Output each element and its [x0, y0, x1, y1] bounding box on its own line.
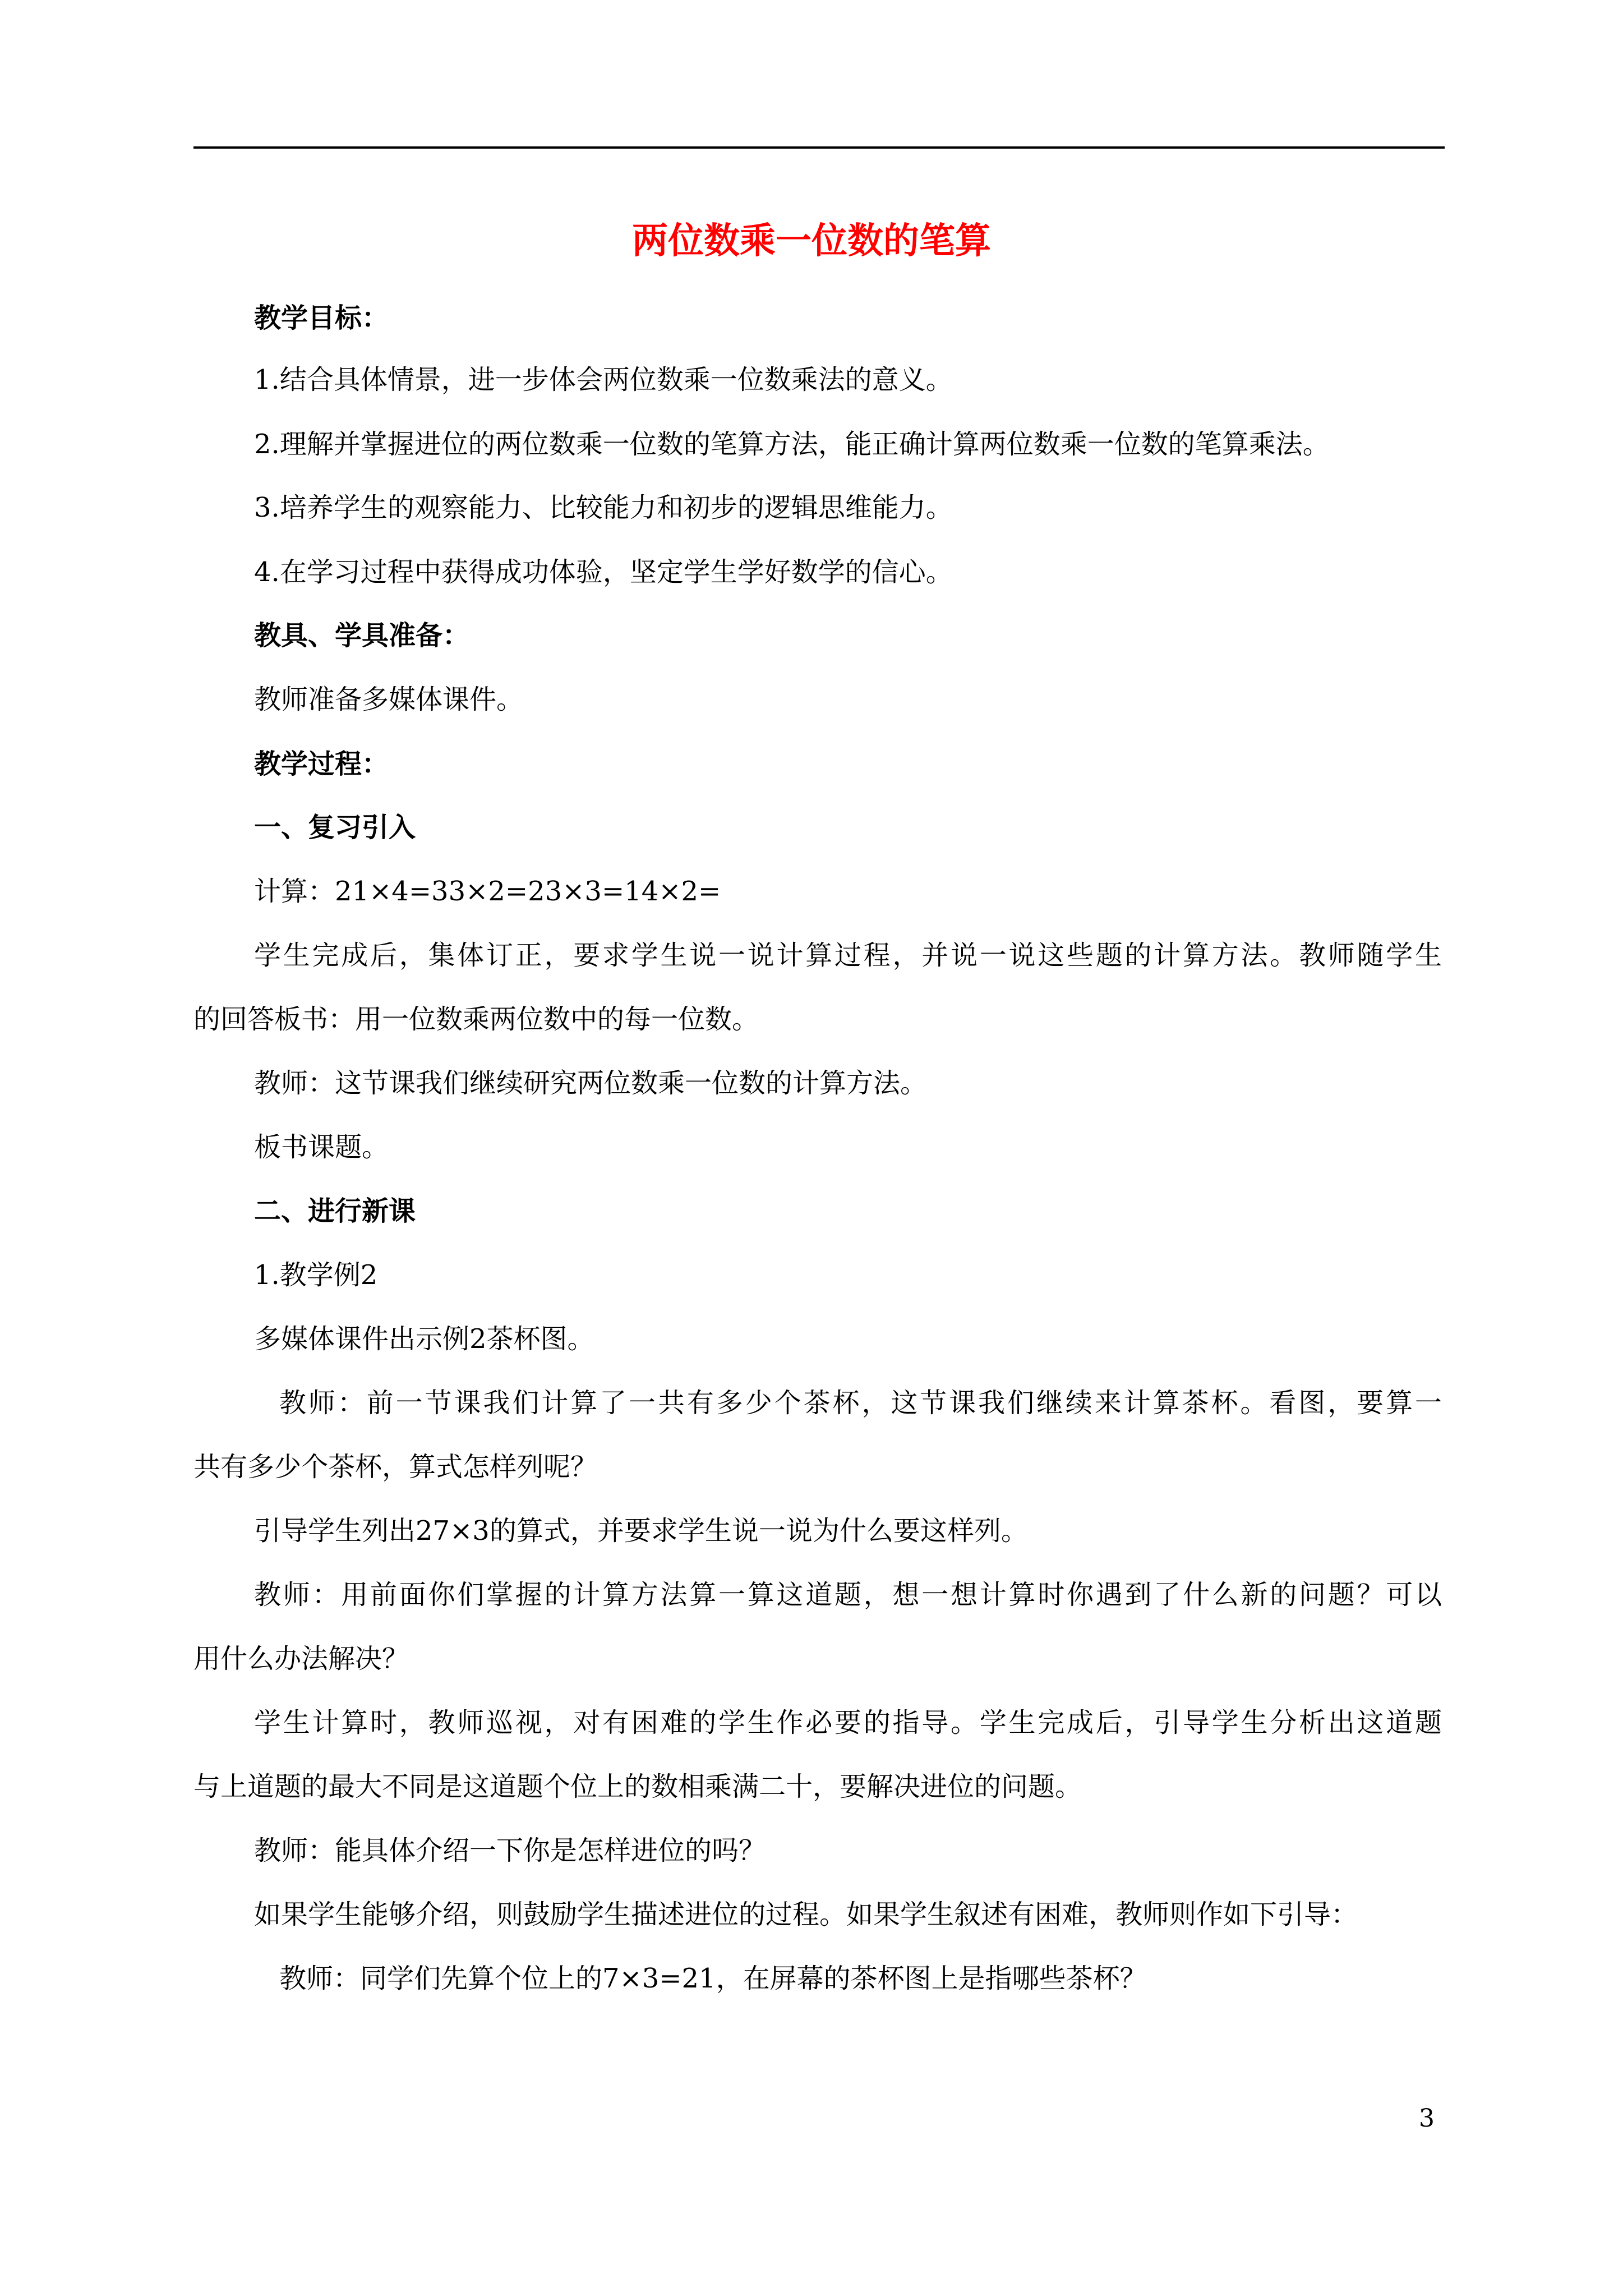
calc-line: 计算：21×4=33×2=23×3=14×2= [254, 876, 721, 907]
objective-1: 1.结合具体情景，进一步体会两位数乘一位数乘法的意义。 [254, 364, 953, 395]
paragraph-8-line-1: 学生计算时，教师巡视，对有困难的学生作必要的指导。学生完成后，引导学生分析出这道题 [254, 1707, 1442, 1738]
paragraph-4: 多媒体课件出示例2茶杯图。 [254, 1323, 594, 1355]
section-1-heading: 一、复习引入 [254, 812, 416, 843]
objective-2: 2.理解并掌握进位的两位数乘一位数的笔算方法，能正确计算两位数乘一位数的笔算乘法。 [254, 429, 1330, 460]
paragraph-6: 引导学生列出27×3的算式，并要求学生说一说为什么要这样列。 [254, 1515, 1028, 1547]
paragraph-1-line-2: 的回答板书：用一位数乘两位数中的每一位数。 [193, 1004, 759, 1035]
section-2-heading: 二、进行新课 [254, 1195, 416, 1227]
objective-3: 3.培养学生的观察能力、比较能力和初步的逻辑思维能力。 [254, 492, 953, 523]
objective-4: 4.在学习过程中获得成功体验，坚定学生学好数学的信心。 [254, 556, 953, 588]
header-rule [193, 146, 1445, 149]
document-title: 两位数乘一位数的笔算 [632, 220, 991, 262]
process-heading: 教学过程： [254, 748, 389, 780]
page-number: 3 [1419, 2104, 1435, 2133]
paragraph-7-line-2: 用什么办法解决？ [193, 1643, 409, 1674]
paragraph-11: 教师：同学们先算个位上的7×3=21，在屏幕的茶杯图上是指哪些茶杯？ [279, 1963, 1147, 1994]
paragraph-1-line-1: 学生完成后，集体订正，要求学生说一说计算过程，并说一说这些题的计算方法。教师随学生 [254, 940, 1442, 971]
paragraph-10: 如果学生能够介绍，则鼓励学生描述进位的过程。如果学生叙述有困难，教师则作如下引导： [254, 1899, 1358, 1930]
example-heading: 1.教学例2 [254, 1259, 378, 1291]
objectives-heading: 教学目标： [254, 302, 389, 334]
paragraph-2: 教师：这节课我们继续研究两位数乘一位数的计算方法。 [254, 1068, 928, 1099]
tools-heading: 教具、学具准备： [254, 620, 470, 651]
paragraph-7-line-1: 教师：用前面你们掌握的计算方法算一算这道题，想一想计算时你遇到了什么新的问题？可以 [254, 1579, 1442, 1611]
paragraph-8-line-2: 与上道题的最大不同是这道题个位上的数相乘满二十，要解决进位的问题。 [193, 1771, 1082, 1802]
tools-text: 教师准备多媒体课件。 [254, 684, 524, 715]
paragraph-5-line-1: 教师：前一节课我们计算了一共有多少个茶杯，这节课我们继续来计算茶杯。看图，要算一 [279, 1387, 1442, 1419]
paragraph-9: 教师：能具体介绍一下你是怎样进位的吗？ [254, 1835, 766, 1866]
paragraph-5-line-2: 共有多少个茶杯，算式怎样列呢？ [193, 1451, 598, 1483]
paragraph-3: 板书课题。 [254, 1131, 389, 1163]
